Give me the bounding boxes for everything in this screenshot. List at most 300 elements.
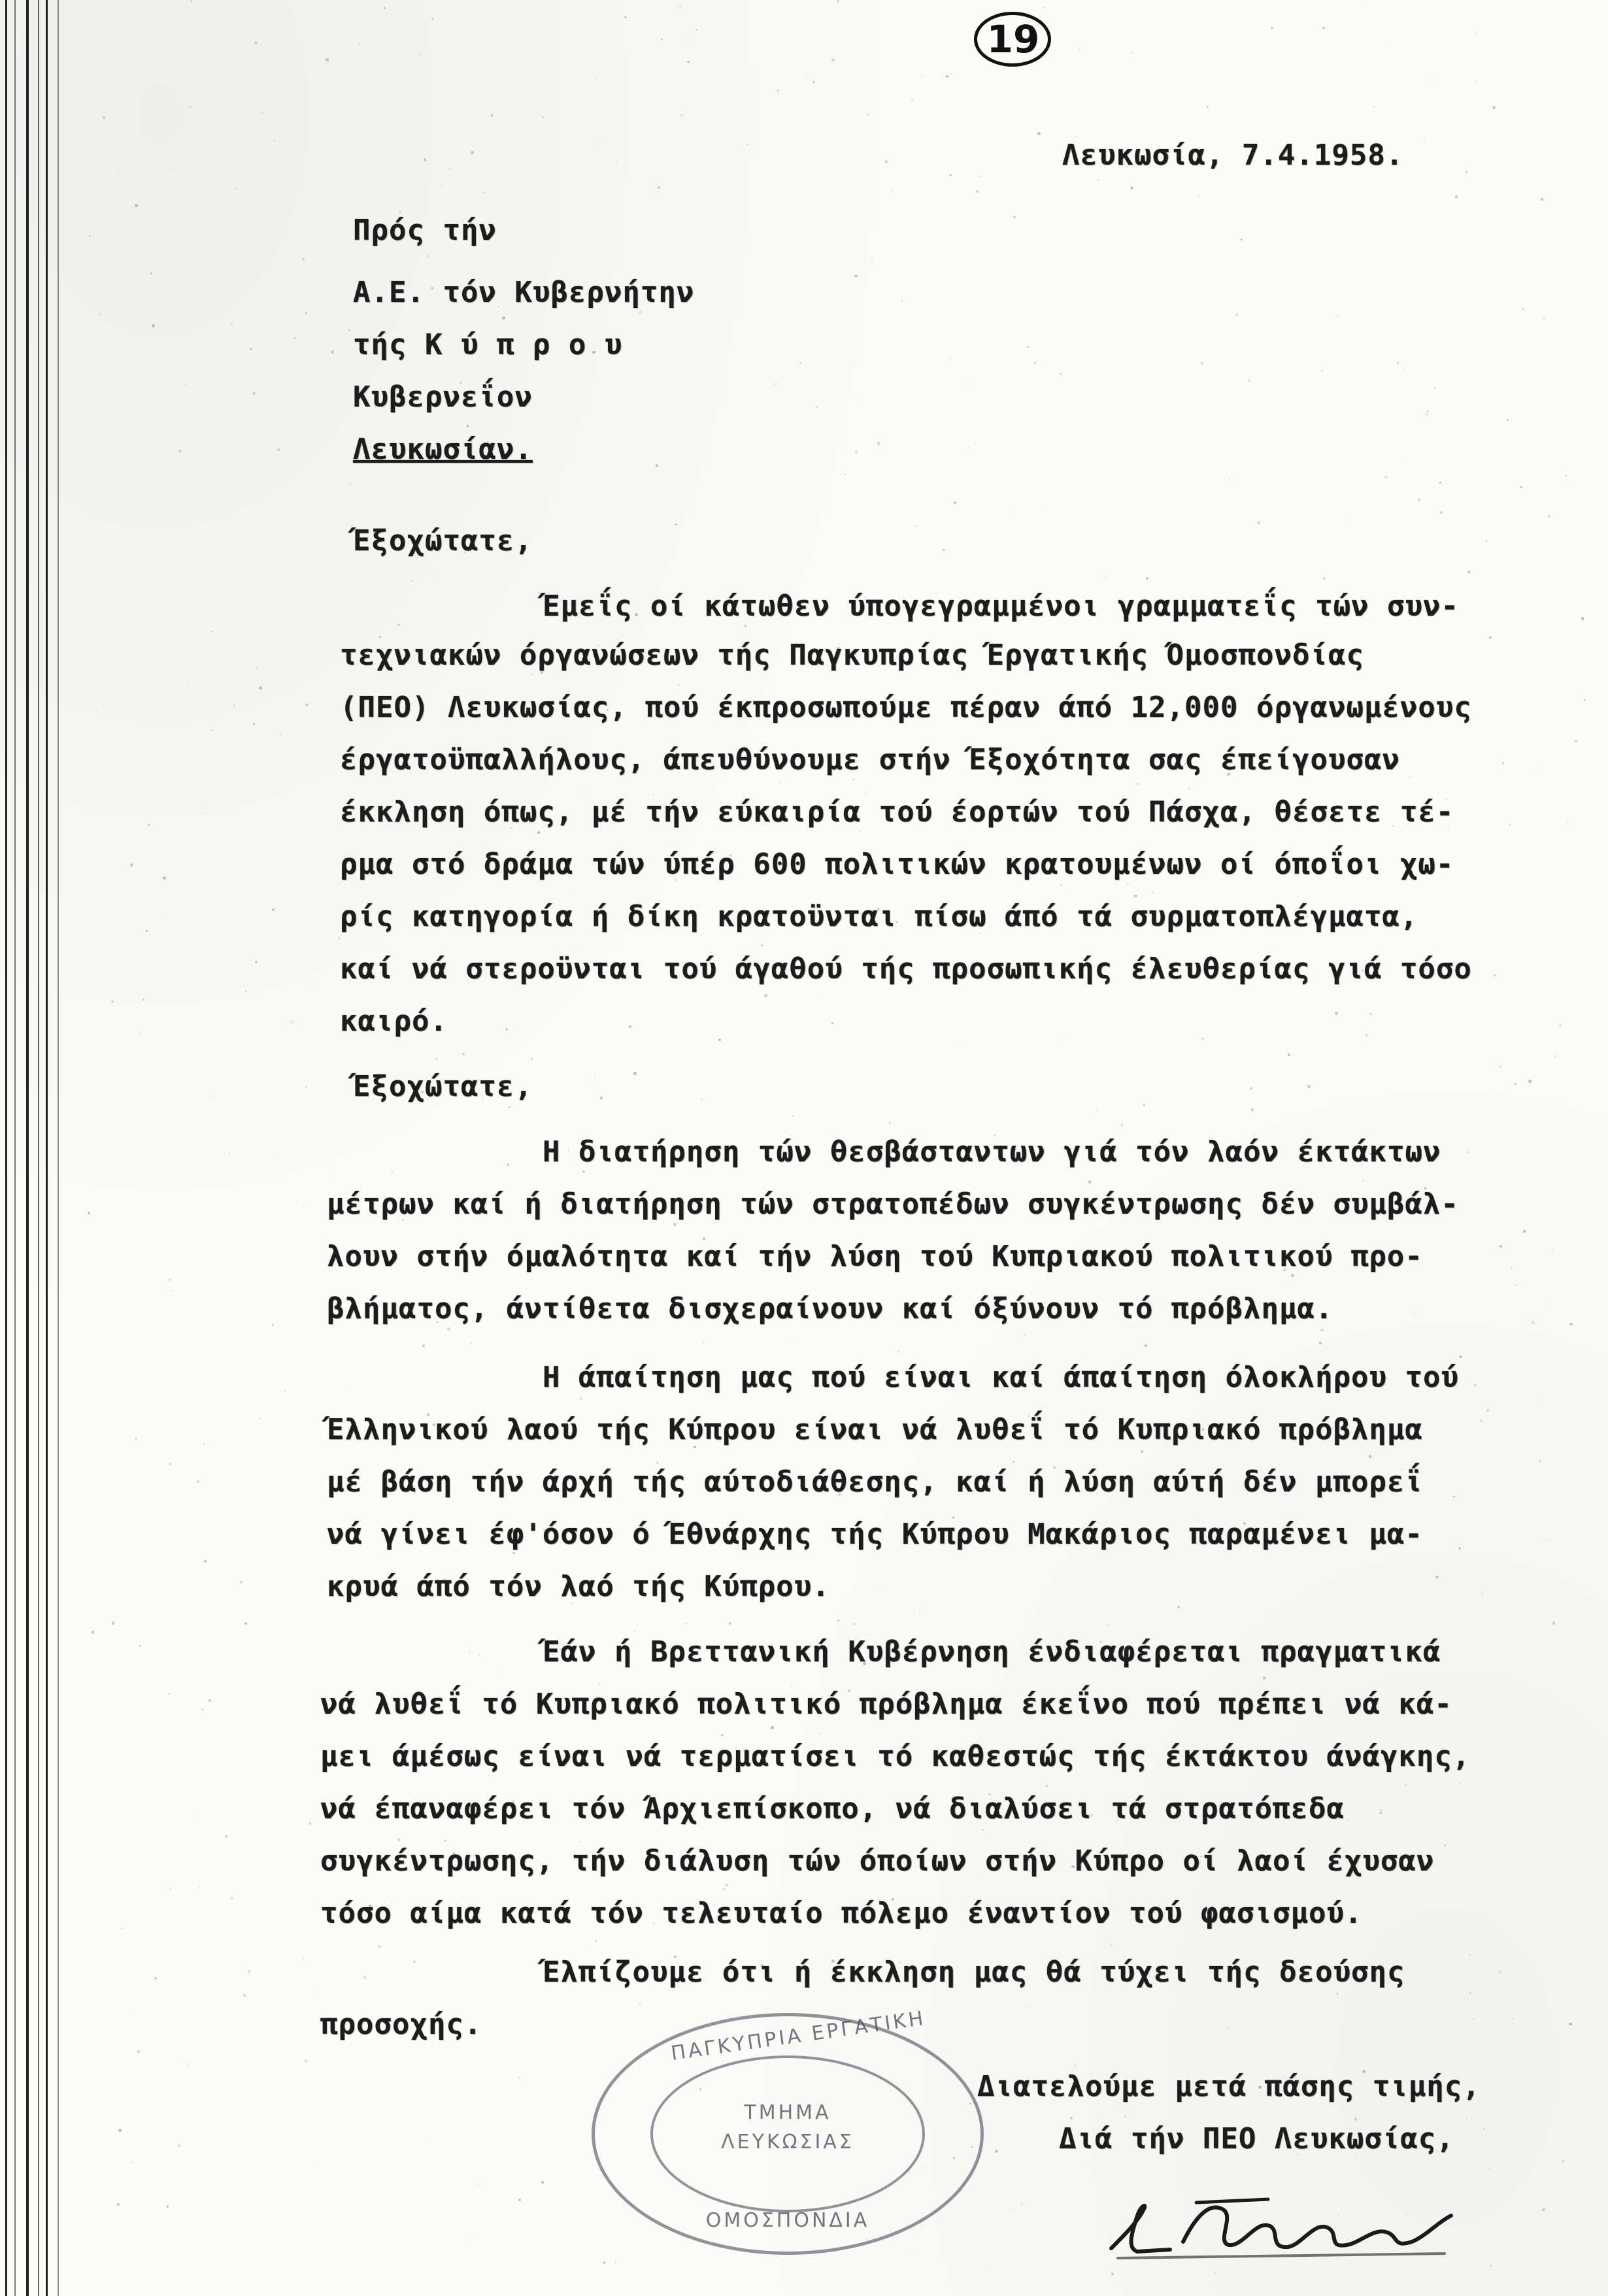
noise-speckle: [352, 1309, 354, 1310]
noise-speckle: [1515, 1083, 1516, 1085]
noise-speckle: [1565, 474, 1567, 476]
noise-speckle: [1288, 716, 1291, 718]
noise-speckle: [607, 709, 609, 711]
noise-speckle: [633, 973, 635, 975]
noise-speckle: [1486, 1409, 1489, 1412]
noise-speckle: [202, 1708, 204, 1710]
noise-speckle: [244, 1622, 247, 1625]
noise-speckle: [1473, 2018, 1474, 2020]
noise-speckle: [1562, 2159, 1565, 2163]
noise-speckle: [615, 209, 616, 210]
noise-speckle: [235, 188, 237, 190]
noise-speckle: [1029, 2007, 1030, 2008]
paragraph-2-line: λουν στήν όμαλότητα καί τήν λύση τού Κυπριακού πολιτικού προ-: [327, 1240, 1423, 1273]
noise-speckle: [816, 406, 818, 408]
noise-speckle: [1021, 2204, 1022, 2205]
noise-speckle: [190, 106, 191, 107]
noise-speckle: [460, 382, 461, 384]
paragraph-4-line: νά έπαναφέρει τόν Άρχιεπίσκοπο, νά διαλύσει τά στρατόπεδα: [320, 1792, 1345, 1825]
organization-stamp: [592, 2006, 984, 2255]
noise-speckle: [723, 1888, 726, 1891]
noise-speckle: [959, 1046, 960, 1047]
noise-speckle: [969, 2103, 971, 2105]
noise-speckle: [351, 873, 354, 875]
noise-speckle: [971, 2146, 973, 2148]
paragraph-5-line: προσοχής.: [320, 2008, 482, 2041]
noise-speckle: [976, 190, 979, 193]
noise-speckle: [833, 2093, 834, 2094]
noise-speckle: [1337, 1993, 1339, 1995]
noise-speckle: [852, 778, 855, 781]
noise-speckle: [952, 1516, 955, 1519]
noise-speckle: [243, 1994, 246, 1997]
binding-edge: [0, 0, 78, 2296]
noise-speckle: [762, 1602, 763, 1604]
noise-speckle: [1079, 49, 1080, 50]
noise-speckle: [1243, 1522, 1246, 1525]
noise-speckle: [695, 29, 697, 31]
noise-speckle: [498, 306, 499, 307]
noise-speckle: [305, 1086, 307, 1088]
noise-speckle: [1121, 1124, 1124, 1127]
noise-speckle: [1405, 2163, 1406, 2164]
noise-speckle: [134, 2010, 135, 2012]
noise-speckle: [507, 1163, 509, 1166]
noise-speckle: [1362, 1180, 1364, 1182]
noise-speckle: [537, 831, 541, 835]
noise-speckle: [388, 1263, 390, 1265]
noise-speckle: [384, 7, 386, 9]
handwritten-signature: [1098, 2176, 1464, 2268]
noise-speckle: [1060, 373, 1061, 374]
noise-speckle: [1307, 1085, 1310, 1088]
noise-speckle: [721, 1734, 724, 1737]
noise-speckle: [250, 348, 252, 350]
noise-speckle: [248, 1970, 250, 1972]
noise-speckle: [541, 2181, 544, 2184]
noise-speckle: [1245, 755, 1247, 757]
noise-speckle: [1201, 1037, 1204, 1040]
salutation-2: Έξοχώτατε,: [353, 1070, 533, 1103]
noise-speckle: [505, 1028, 508, 1031]
noise-speckle: [99, 313, 101, 316]
noise-speckle: [150, 273, 152, 275]
noise-speckle: [231, 324, 233, 325]
noise-speckle: [233, 705, 235, 707]
noise-speckle: [1440, 511, 1443, 514]
noise-speckle: [1277, 1200, 1279, 1202]
noise-speckle: [680, 114, 684, 117]
noise-speckle: [600, 1097, 603, 1099]
noise-speckle: [154, 1977, 157, 1980]
noise-speckle: [820, 1732, 822, 1734]
date-line: Λευκωσία, 7.4.1958.: [1062, 139, 1404, 172]
noise-speckle: [1214, 2272, 1216, 2274]
noise-speckle: [653, 1923, 654, 1924]
noise-speckle: [871, 261, 873, 262]
noise-speckle: [1146, 577, 1148, 580]
noise-speckle: [988, 1793, 990, 1795]
noise-speckle: [1379, 1812, 1382, 1815]
noise-speckle: [169, 1463, 172, 1465]
noise-speckle: [1250, 1087, 1252, 1090]
noise-speckle: [444, 1840, 446, 1842]
noise-speckle: [397, 1838, 400, 1841]
noise-speckle: [837, 0, 839, 3]
noise-speckle: [595, 78, 596, 79]
noise-speckle: [1394, 1539, 1397, 1541]
noise-speckle: [922, 76, 923, 77]
noise-speckle: [483, 191, 485, 193]
noise-speckle: [1569, 2023, 1571, 2025]
noise-speckle: [441, 185, 443, 186]
noise-speckle: [1548, 515, 1550, 518]
noise-speckle: [1397, 362, 1399, 364]
noise-speckle: [229, 1153, 230, 1154]
noise-speckle: [1001, 1972, 1003, 1973]
noise-speckle: [1346, 518, 1347, 519]
noise-speckle: [729, 1622, 731, 1625]
noise-speckle: [88, 1212, 90, 1214]
noise-speckle: [1543, 318, 1545, 319]
noise-speckle: [1584, 699, 1586, 701]
noise-speckle: [661, 39, 662, 40]
noise-speckle: [331, 350, 334, 354]
noise-speckle: [854, 275, 857, 277]
noise-speckle: [255, 961, 258, 963]
noise-speckle: [598, 1683, 601, 1686]
noise-speckle: [131, 2162, 132, 2163]
noise-speckle: [1513, 2018, 1514, 2020]
paragraph-3-line: Έλληνικού λαού τής Κύπρου είναι νά λυθεΐ τό Κυπριακό πρόβλημα: [327, 1413, 1423, 1446]
noise-speckle: [701, 1099, 703, 1100]
noise-speckle: [137, 2050, 140, 2053]
noise-speckle: [256, 667, 259, 670]
noise-speckle: [1130, 1327, 1131, 1328]
noise-speckle: [1070, 2117, 1073, 2120]
noise-speckle: [1228, 2027, 1229, 2028]
noise-speckle: [1373, 106, 1375, 108]
paragraph-4-line: τόσο αίμα κατά τόν τελευταίο πόλεμο έναντίον τού φασισμού.: [320, 1897, 1363, 1930]
noise-speckle: [1337, 316, 1338, 317]
paragraph-5-line: Έλπίζουμε ότι ή έκκληση μας θά τύχει τής δεούσης: [543, 1955, 1405, 1989]
noise-speckle: [488, 1775, 490, 1776]
noise-speckle: [491, 224, 493, 225]
paragraph-3-line: Η άπαίτηση μας πού είναι καί άπαίτηση όλοκλήρου τού: [543, 1361, 1460, 1394]
noise-speckle: [1532, 1321, 1535, 1324]
noise-speckle: [253, 392, 256, 395]
noise-speckle: [199, 1887, 200, 1888]
noise-speckle: [1523, 1230, 1525, 1232]
noise-speckle: [673, 1223, 677, 1226]
noise-speckle: [1201, 362, 1203, 365]
noise-speckle: [305, 312, 307, 314]
noise-speckle: [260, 315, 261, 316]
noise-speckle: [188, 683, 190, 684]
noise-speckle: [1542, 2208, 1545, 2211]
noise-speckle: [899, 1961, 901, 1963]
noise-speckle: [1060, 884, 1062, 886]
noise-speckle: [169, 1693, 170, 1695]
noise-speckle: [433, 1423, 435, 1426]
noise-speckle: [240, 1581, 242, 1583]
noise-speckle: [837, 647, 840, 650]
paragraph-1-line: τεχνιακών όργανώσεων τής Παγκυπρίας Έργατικής Όμοσπονδίας: [340, 639, 1364, 672]
noise-speckle: [142, 999, 144, 1000]
noise-speckle: [172, 167, 173, 169]
noise-speckle: [1076, 136, 1077, 137]
noise-speckle: [436, 1058, 437, 1059]
noise-speckle: [1466, 2118, 1467, 2119]
noise-speckle: [261, 112, 263, 114]
noise-speckle: [1429, 79, 1430, 80]
noise-speckle: [896, 921, 898, 923]
noise-speckle: [1227, 773, 1230, 776]
noise-speckle: [1013, 216, 1016, 218]
noise-speckle: [135, 1437, 138, 1440]
noise-speckle: [326, 58, 329, 61]
noise-speckle: [624, 16, 626, 18]
noise-speckle: [1028, 1858, 1030, 1861]
noise-speckle: [1372, 1456, 1373, 1457]
noise-speckle: [1453, 1496, 1454, 1497]
noise-speckle: [831, 58, 835, 61]
noise-speckle: [1257, 521, 1260, 524]
noise-speckle: [146, 930, 148, 932]
noise-speckle: [682, 652, 686, 656]
noise-speckle: [378, 1945, 381, 1948]
noise-speckle: [414, 1491, 415, 1493]
noise-speckle: [1047, 146, 1048, 147]
noise-speckle: [1313, 708, 1316, 710]
noise-speckle: [1126, 1853, 1128, 1855]
noise-speckle: [1569, 1323, 1572, 1325]
noise-speckle: [518, 2077, 521, 2080]
noise-speckle: [744, 624, 747, 627]
noise-speckle: [635, 613, 638, 616]
noise-speckle: [303, 258, 305, 260]
noise-speckle: [1499, 1971, 1501, 1973]
noise-speckle: [1528, 1080, 1532, 1083]
noise-speckle: [532, 674, 533, 675]
noise-speckle: [806, 73, 807, 75]
noise-speckle: [1400, 829, 1401, 830]
noise-speckle: [118, 2129, 122, 2132]
noise-speckle: [656, 1461, 658, 1463]
stamp-inner-line-1: ΤΜΗΜΑ: [744, 2101, 831, 2124]
noise-speckle: [447, 1327, 450, 1331]
noise-speckle: [1484, 2128, 1485, 2129]
noise-speckle: [1145, 1344, 1147, 1347]
noise-speckle: [771, 1726, 774, 1729]
noise-speckle: [1476, 1608, 1477, 1609]
noise-speckle: [1545, 1306, 1547, 1308]
paragraph-1-line: ρίς κατηγορία ή δίκη κρατοϋνται πίσω άπό τά συρματοπλέγματα,: [340, 900, 1418, 933]
noise-speckle: [135, 204, 138, 207]
noise-speckle: [1209, 706, 1210, 707]
noise-speckle: [305, 2059, 307, 2062]
noise-speckle: [831, 1022, 833, 1024]
noise-speckle: [1403, 369, 1405, 370]
noise-speckle: [779, 782, 780, 784]
paragraph-3-line: μέ βάση τήν άρχή τής αύτοδιάθεσης, καί ή λύση αύτή δέν μπορεΐ: [327, 1465, 1423, 1499]
paragraph-1-line: (ΠΕΟ) Λευκωσίας, πού έκπροσωπούμε πέραν άπό 12,000 όργανωμένους: [340, 691, 1472, 724]
noise-speckle: [245, 991, 246, 992]
noise-speckle: [171, 1289, 172, 1291]
noise-speckle: [595, 1940, 597, 1942]
noise-speckle: [799, 362, 801, 364]
noise-speckle: [518, 2199, 521, 2201]
noise-speckle: [764, 994, 767, 997]
noise-speckle: [436, 1322, 437, 1323]
noise-speckle: [943, 549, 945, 551]
noise-speckle: [1034, 362, 1036, 364]
stamp-outer-text: ΠΑΓΚΥΠΡΙΑ ΕΡΓΑΤΙΚΗ: [669, 2006, 928, 2065]
noise-speckle: [441, 1305, 443, 1308]
noise-speckle: [209, 1699, 211, 1702]
paragraph-1-line: έκκληση όπως, μέ τήν εύκαιρία τού έορτών τού Πάσχα, θέσετε τέ-: [340, 795, 1454, 829]
noise-speckle: [111, 1001, 114, 1003]
noise-speckle: [280, 734, 282, 736]
noise-speckle: [1402, 458, 1403, 459]
noise-speckle: [853, 1623, 856, 1625]
noise-speckle: [542, 116, 544, 118]
noise-speckle: [139, 1033, 140, 1035]
noise-speckle: [1024, 1335, 1025, 1336]
noise-speckle: [1024, 909, 1026, 910]
noise-speckle: [1541, 1399, 1542, 1401]
paragraph-1-line: καί νά στεροϋνται τού άγαθού τής προσωπικής έλευθερίας γιά τόσο: [340, 952, 1472, 986]
noise-speckle: [1235, 313, 1239, 316]
noise-speckle: [464, 552, 465, 553]
noise-speckle: [726, 1884, 728, 1886]
noise-speckle: [1283, 1269, 1286, 1272]
noise-speckle: [1486, 540, 1487, 541]
noise-speckle: [470, 1342, 472, 1344]
noise-speckle: [1177, 1606, 1180, 1608]
noise-speckle: [1522, 308, 1524, 310]
noise-speckle: [1467, 571, 1470, 573]
noise-speckle: [230, 1897, 233, 1900]
stamp-inner-line-2: ΛΕΥΚΩΣΙΑΣ: [721, 2131, 854, 2154]
noise-speckle: [1507, 419, 1509, 421]
noise-speckle: [1258, 2086, 1262, 2089]
noise-speckle: [916, 525, 917, 527]
noise-speckle: [867, 114, 869, 116]
noise-speckle: [1152, 891, 1154, 893]
noise-speckle: [399, 211, 401, 214]
noise-speckle: [531, 1058, 533, 1060]
noise-speckle: [879, 1589, 880, 1590]
noise-speckle: [1110, 1944, 1112, 1946]
noise-speckle: [1064, 1035, 1065, 1037]
noise-speckle: [284, 1390, 286, 1391]
noise-speckle: [369, 1905, 371, 1907]
noise-speckle: [982, 1829, 984, 1831]
noise-speckle: [1288, 1054, 1290, 1056]
noise-speckle: [885, 160, 888, 163]
noise-speckle: [985, 2267, 986, 2268]
noise-speckle: [1090, 1814, 1093, 1817]
noise-speckle: [243, 405, 244, 407]
noise-speckle: [1459, 1783, 1460, 1784]
noise-speckle: [1369, 1455, 1371, 1457]
noise-speckle: [596, 144, 597, 145]
noise-speckle: [949, 174, 952, 176]
address-line-1: Πρός τήν: [353, 214, 497, 247]
noise-speckle: [1107, 1624, 1110, 1627]
noise-speckle: [1248, 379, 1250, 382]
noise-speckle: [462, 1053, 465, 1056]
noise-speckle: [1490, 2265, 1492, 2267]
noise-speckle: [979, 933, 980, 934]
noise-speckle: [1475, 81, 1477, 83]
noise-speckle: [1184, 763, 1187, 765]
noise-speckle: [152, 829, 154, 830]
noise-speckle: [1494, 974, 1496, 977]
noise-speckle: [509, 1106, 511, 1108]
noise-speckle: [1409, 776, 1411, 778]
noise-speckle: [1426, 413, 1428, 415]
noise-speckle: [979, 1428, 981, 1430]
noise-speckle: [746, 144, 748, 145]
page-number: 19: [986, 17, 1040, 61]
noise-speckle: [1323, 577, 1326, 580]
noise-speckle: [358, 44, 360, 45]
noise-speckle: [1405, 1784, 1407, 1786]
noise-speckle: [633, 1072, 637, 1075]
noise-speckle: [889, 1122, 891, 1124]
noise-speckle: [1028, 1415, 1030, 1417]
noise-speckle: [1499, 1065, 1502, 1068]
noise-speckle: [310, 984, 311, 985]
noise-speckle: [348, 329, 350, 331]
noise-speckle: [411, 580, 413, 582]
noise-speckle: [852, 367, 854, 368]
noise-speckle: [565, 656, 567, 657]
noise-speckle: [603, 2261, 605, 2263]
noise-speckle: [953, 2157, 956, 2159]
noise-speckle: [1188, 788, 1190, 790]
noise-speckle: [117, 2203, 120, 2206]
stamp-bottom-text: ΟΜΟΣΠΟΝΔΙΑ: [705, 2209, 870, 2232]
noise-speckle: [259, 686, 262, 690]
noise-speckle: [210, 1096, 211, 1097]
noise-speckle: [1489, 637, 1491, 639]
noise-speckle: [160, 915, 161, 916]
noise-speckle: [1434, 387, 1435, 388]
noise-speckle: [1044, 7, 1045, 8]
noise-speckle: [863, 1662, 866, 1665]
noise-speckle: [897, 1351, 899, 1353]
noise-speckle: [1474, 1384, 1476, 1386]
noise-speckle: [1271, 27, 1273, 29]
noise-speckle: [178, 2144, 180, 2147]
paragraph-1-line: καιρό.: [340, 1005, 448, 1038]
noise-speckle: [427, 1413, 429, 1416]
noise-speckle: [791, 1686, 792, 1687]
noise-speckle: [699, 2088, 701, 2089]
paragraph-4-line: νά λυθεΐ τό Κυπριακό πολιτικό πρόβλημα έκεΐνο πού πρέπει νά κά-: [320, 1688, 1452, 1721]
noise-speckle: [950, 73, 952, 75]
noise-speckle: [1251, 1108, 1254, 1111]
noise-speckle: [658, 186, 660, 189]
noise-speckle: [1037, 132, 1041, 135]
noise-speckle: [418, 53, 421, 56]
noise-speckle: [946, 75, 948, 77]
noise-speckle: [1427, 410, 1429, 412]
noise-speckle: [1321, 370, 1323, 372]
